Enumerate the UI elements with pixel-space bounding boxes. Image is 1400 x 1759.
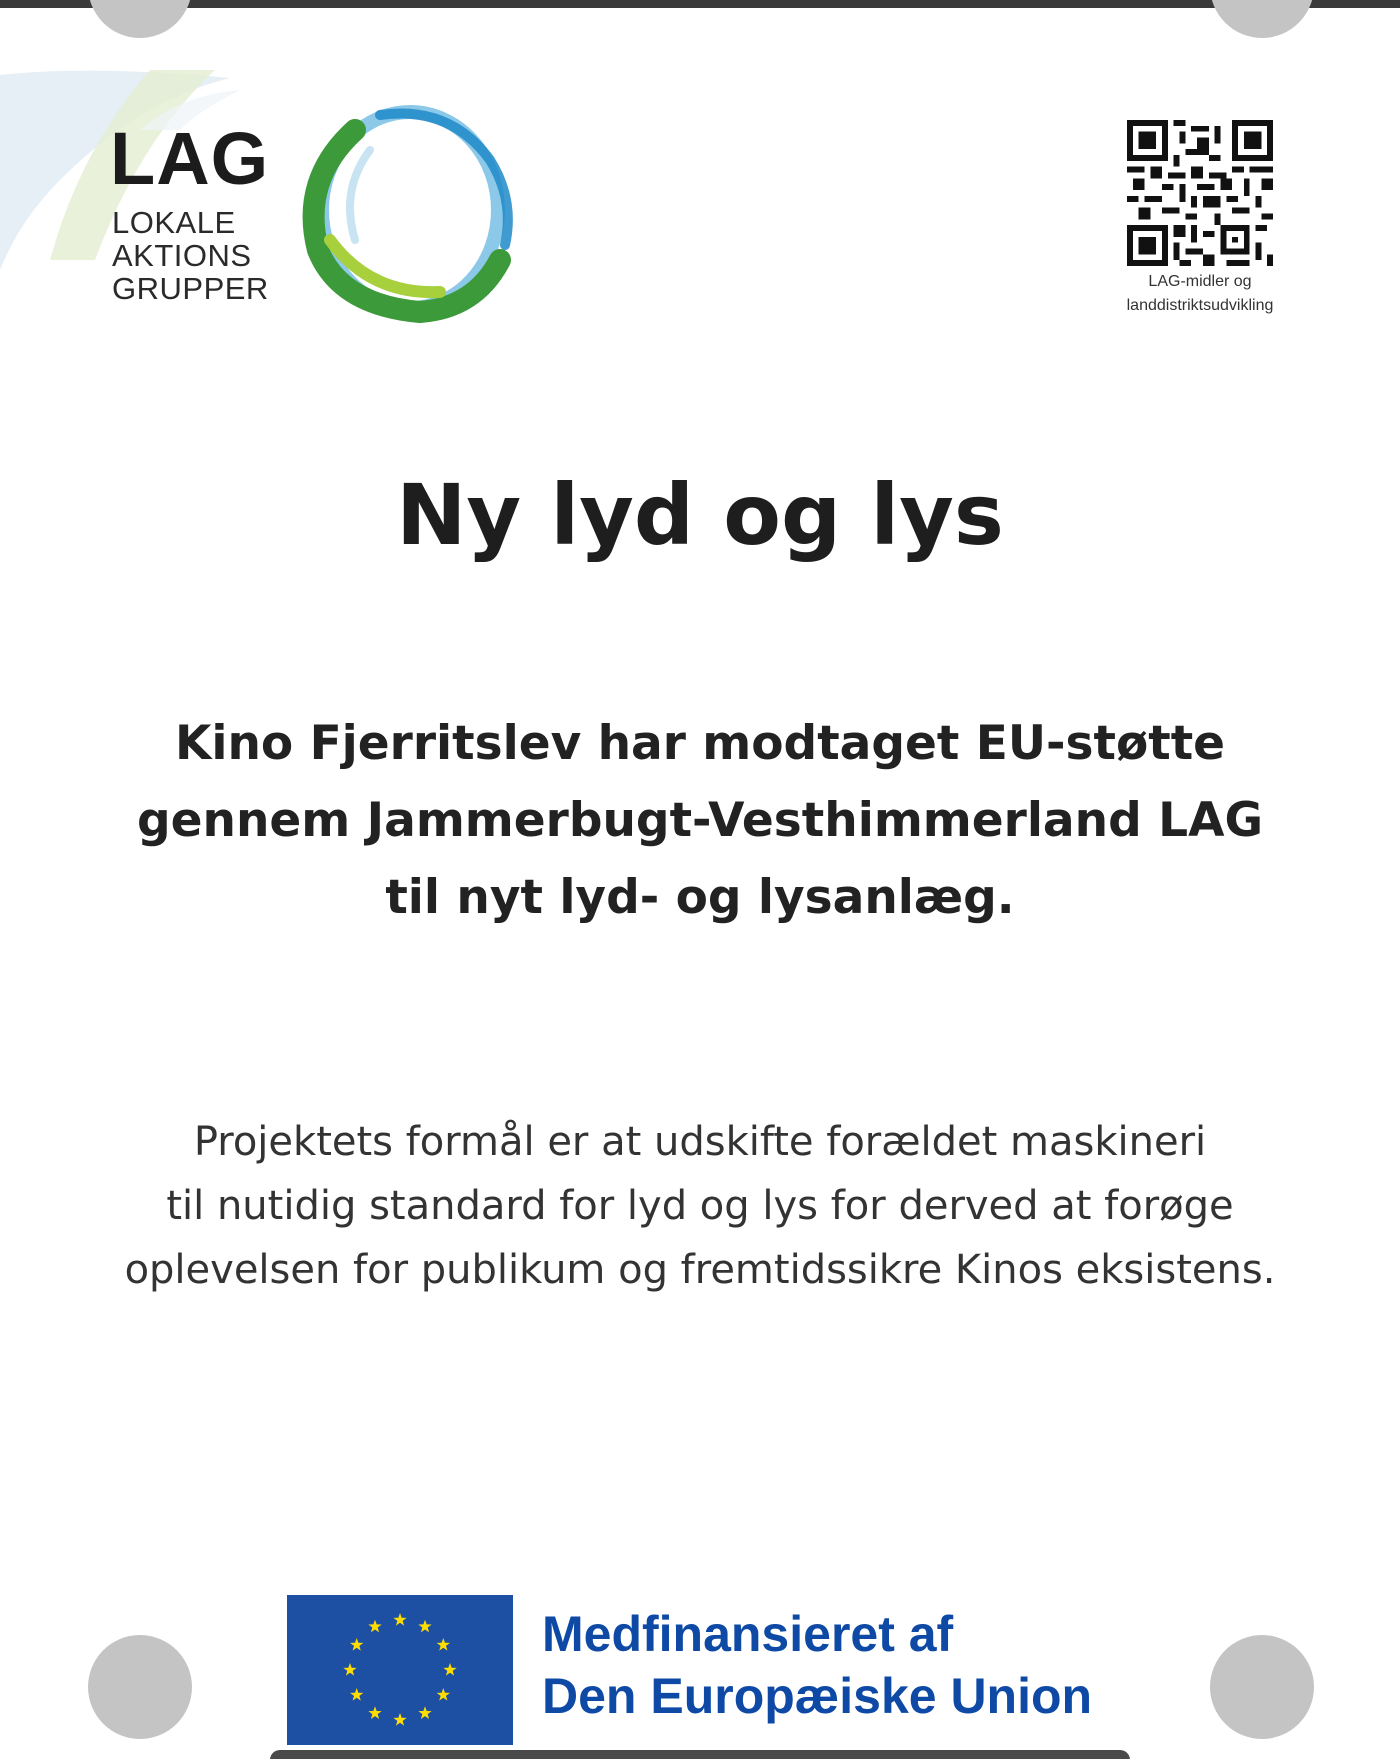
description-line: Projektets formål er at udskifte forældet maskineri	[193, 1119, 1207, 1165]
lag-wordmark: LAG	[110, 117, 270, 200]
lag-subtitle	[112, 206, 269, 305]
lag-subtitle-line: GRUPPER	[112, 271, 269, 306]
subtitle-line: Kino Fjerritslev har modtaget EU-støtte	[174, 716, 1226, 771]
subtitle-line: til nyt lyd- og lysanlæg.	[385, 870, 1015, 925]
mounting-screw-bottom-right	[1210, 1635, 1314, 1739]
page-title: Ny lyd og lys	[396, 466, 1004, 564]
qr-code[interactable]	[1127, 120, 1273, 266]
qr-caption	[1090, 270, 1310, 318]
eu-flag-icon	[287, 1595, 513, 1745]
eu-cofinanced-label	[542, 1603, 1092, 1727]
eu-label-line: Den Europæiske Union	[542, 1668, 1093, 1724]
lag-subtitle-line: LOKALE	[112, 205, 236, 240]
eu-label-line: Medfinansieret af	[542, 1606, 954, 1662]
subtitle-line: gennem Jammerbugt-Vesthimmerland LAG	[136, 793, 1264, 848]
bottom-edge	[270, 1750, 1130, 1759]
subtitle	[60, 705, 1340, 936]
qr-caption-line: LAG-midler og	[1148, 273, 1252, 290]
description-line: til nutidig standard for lyd og lys for derved at forøge	[166, 1183, 1234, 1229]
lag-logo-swirl	[0, 70, 540, 330]
qr-caption-line: landdistriktsudvikling	[1126, 297, 1274, 314]
mounting-screw-top-right	[1210, 0, 1314, 38]
top-border	[0, 0, 1400, 8]
mounting-screw-top-left	[88, 0, 192, 38]
description-line: oplevelsen for publikum og fremtidssikre Kinos eksistens.	[124, 1247, 1276, 1293]
mounting-screw-bottom-left	[88, 1635, 192, 1739]
project-description	[40, 1110, 1360, 1302]
lag-subtitle-line: AKTIONS	[112, 238, 252, 273]
